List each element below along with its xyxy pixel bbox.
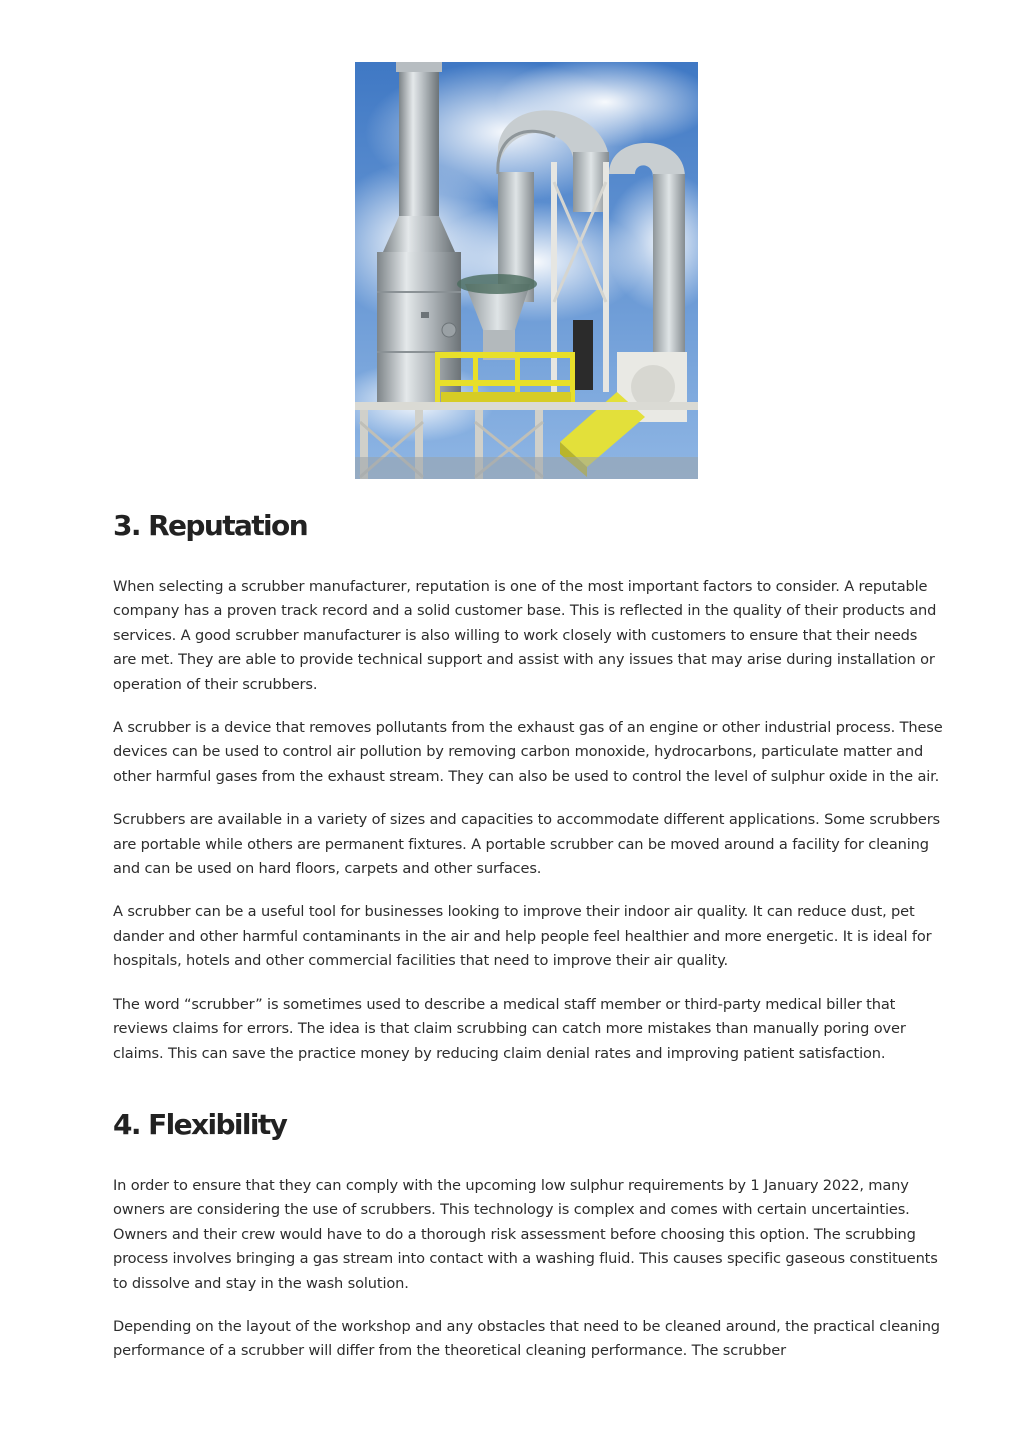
section-heading-reputation: 3. Reputation bbox=[113, 509, 308, 542]
paragraph: The word “scrubber” is sometimes used to describe a medical staff member or third-party medical biller that reviews claims for errors. The idea is that claim scrubbing can catch more mistakes than manually poring over claims. This can save the practice money by reducing claim denial rates and improving patient satisfaction. bbox=[113, 995, 906, 1062]
section-body-flexibility bbox=[113, 1174, 943, 1383]
paragraph: Depending on the layout of the workshop and any obstacles that need to be cleaned around, the practical cleaning performance of a scrubber will differ from the theoretical cleaning performance. The scrubber bbox=[113, 1318, 940, 1360]
paragraph: A scrubber is a device that removes pollutants from the exhaust gas of an engine or other industrial process. These devices can be used to control air pollution by removing carbon monoxide, hydrocarbons, particulate matter and other harmful gases from the exhaust stream. They can also be used to control the level of sulphur oxide in the air. bbox=[113, 719, 943, 785]
industrial-scrubber-photo bbox=[355, 62, 698, 479]
paragraph: A scrubber can be a useful tool for businesses looking to improve their indoor air quality. It can reduce dust, pet dander and other harmful contaminants in the air and help people feel healthier and more energetic. It is ideal for hospitals, hotels and other commercial facilities that need to improve their air quality. bbox=[113, 903, 932, 970]
section-heading-flexibility: 4. Flexibility bbox=[113, 1108, 287, 1141]
paragraph: Scrubbers are available in a variety of sizes and capacities to accommodate different applications. Some scrubbers are portable while others are permanent fixtures. A portable scrubber can be moved around a facility for cleaning and can be used on hard floors, carpets and other surfaces. bbox=[113, 811, 941, 878]
paragraph: When selecting a scrubber manufacturer, reputation is one of the most important factors to consider. A reputable company has a proven track record and a solid customer base. This is reflected in the quality of their products and services. A good scrubber manufacturer is also willing to work closely with customers to ensure that their needs are met. They are able to provide technical support and assist with any issues that may arise during installation or operation of their scrubbers. bbox=[113, 578, 937, 693]
paragraph: In order to ensure that they can comply with the upcoming low sulphur requirements by 1 January 2022, many owners are considering the use of scrubbers. This technology is complex and comes with certain uncertainties. Owners and their crew would have to do a thorough risk assessment before choosing this option. The scrubbing process involves bringing a gas stream into contact with a washing fluid. This causes specific gaseous constituents to dissolve and stay in the wash solution. bbox=[113, 1177, 938, 1292]
section-body-reputation bbox=[113, 575, 943, 1085]
